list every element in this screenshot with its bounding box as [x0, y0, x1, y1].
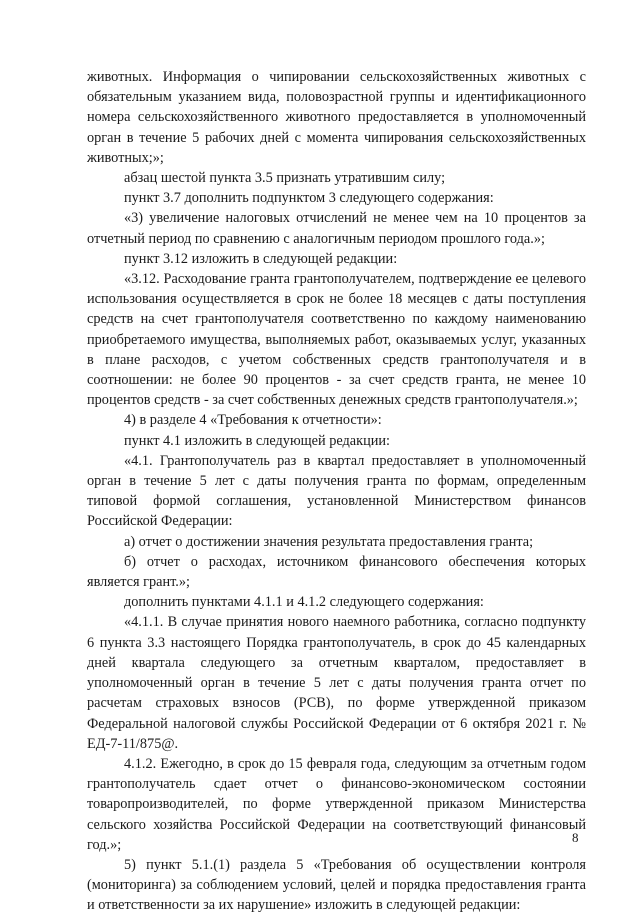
paragraph-3-5-repeal: абзац шестой пункта 3.5 признать утратившим силу;: [124, 170, 446, 187]
paragraph-3-12-intro: пункт 3.12 изложить в следующей редакции:: [124, 250, 398, 267]
paragraph-3-7-intro: пункт 3.7 дополнить подпунктом 3 следующего содержания:: [124, 190, 494, 207]
paragraph-4-1-text: «4.1. Грантополучатель раз в квартал предоставляет в уполномоченный орган в течение 5 лет с даты получения гранта по формам, определенным типовой формой соглашения, установленной Министерством финансов Российской Федерации:: [87, 452, 586, 530]
paragraph-4-1-2-text: 4.1.2. Ежегодно, в срок до 15 февраля года, следующим за отчетным годом грантополучатель сдает отчет о финансово-экономическом состоянии товаропроизводителей, по форме утвержденной приказом Министерства сельского хозяйства Российской Федерации на соответствующий финансовый год.»;: [87, 755, 586, 853]
paragraph-4-1-intro: пункт 4.1 изложить в следующей редакции:: [124, 432, 391, 449]
paragraph-section-4: 4) в разделе 4 «Требования к отчетности»:: [124, 412, 382, 429]
page-number: 8: [572, 830, 579, 845]
paragraph-4-1-item-a: а) отчет о достижении значения результата предоставления гранта;: [124, 533, 534, 550]
paragraph-5-1-intro: 5) пункт 5.1.(1) раздела 5 «Требования об осуществлении контроля (мониторинга) за соблюдением условий, целей и порядка предоставления гранта и ответственности за их нарушение» изложить в следующей редакции:: [87, 856, 586, 914]
paragraph-4-1-item-b: б) отчет о расходах, источником финансового обеспечения которых является грант.»;: [87, 553, 586, 591]
paragraph-3-12-text: «3.12. Расходование гранта грантополучателем, подтверждение ее целевого использования осуществляется в срок не более 18 месяцев с даты поступления средств на счет грантополучателя соответственно по каждому наименованию приобретаемого имущества, выполняемых работ, оказываемых услуг, указанных в плане расходов, с учетом собственных средств грантополучателя и в соотношении: не более 90 процентов - за счет средств гранта, не менее 10 процентов средств - за счет собственных денежных средств грантополучателя.»;: [87, 271, 586, 409]
paragraph-4-1-1-intro: дополнить пунктами 4.1.1 и 4.1.2 следующего содержания:: [124, 594, 484, 611]
paragraph-animals-chipping: животных. Информация о чипировании сельскохозяйственных животных с обязательным указанием вида, половозрастной группы и идентификационного номера сельскохозяйственного животного предоставляется в уполномоченный орган в течение 5 рабочих дней с момента чипирования сельскохозяйственных животных;»;: [87, 69, 586, 166]
document-body: [87, 67, 586, 916]
paragraph-3-7-subitem-3: «3) увеличение налоговых отчислений не менее чем на 10 процентов за отчетный период по сравнению с аналогичным периодом прошлого года.»;: [87, 210, 586, 247]
paragraph-4-1-1-text: «4.1.1. В случае принятия нового наемного работника, согласно подпункту 6 пункта 3.3 настоящего Порядка грантополучатель, в срок до 45 календарных дней квартала следующего за отчетным кварталом, предоставляет в уполномоченный орган в течение 5 лет с даты получения гранта отчет по расчетам страховых взносов (РСВ), по форме утвержденной приказом Федеральной налоговой службы Российской Федерации от 6 октября 2021 г. № ЕД-7-11/875@.: [87, 614, 586, 752]
